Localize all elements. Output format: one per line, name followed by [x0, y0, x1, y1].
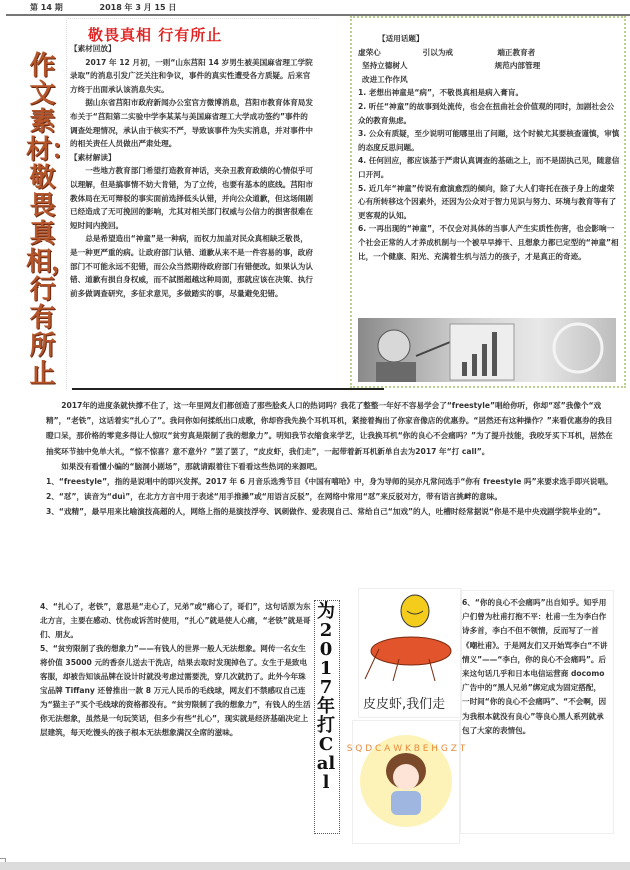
- point: 6. 一再出现的“神童”，不仅会对具体的当事人产生实质性伤害，也会影响一个社会正常的人才养成机制与一个被早早捧干、且想象力都已定型的“神童”相比，一个健康、阳光、充满着生机与活力的孩子，才是真正的奇迹。: [358, 224, 619, 261]
- bar-icon: [462, 362, 467, 376]
- paragraph: 据山东省莒阳市政府新闻办公室官方微博消息，莒阳市教育体育局发布关于“莒阳第二实验中学李某某与美国麻省理工大学成功签约”事件的调查处理情况，承认由于核实不严，导致该事件为失实消息，并对事件中的相关责任人员做出严肃处理。: [70, 98, 313, 149]
- list-item: 4、“扎心了，老铁”，意思是“走心了，兄弟”或“痛心了，哥们”，这句话原为东北方言，主要在感动、忧伤或诉苦时使用，“扎心”就是使人心痛，“老铁”就是哥们、朋友。: [40, 602, 311, 639]
- bar-icon: [492, 332, 497, 376]
- topics-row: [358, 46, 620, 60]
- girl-letters-image: [346, 720, 466, 844]
- paragraph: 2017年的进度条就快撑不住了，这一年里网友们都创造了那些脍炙人口的热词吗？我花了整整一年好不容易学会了“freestyle”唱给你听，你却“怼”我像个“戏精”，“老铁”，这话着实“扎心了”。我问你如何揉纸出口成歌，你却咨我先换个耳机耳机，紧接着掏出了你家音像店的优惠券。“居然还有这种操作？”来看优惠券的我目瞪口呆，那价格的零竟多得让人惊叹“贫穷真是限制了我的想象力”。明知我节衣缩食来学艺，让我换耳机“你的良心不会痛吗？”为了提升技能，我咬牙买下耳机，居然在抽奖环节抽中免单大礼，“惊不惊喜？意不意外？”罢了罢了，“皮皮虾，我们走”，一起带着新耳机新单自去为2017 年“打 call”。: [46, 401, 613, 456]
- presenter-head: [378, 330, 410, 362]
- left-panel-title: 敬畏真相 行有所止: [88, 26, 223, 44]
- topic: 端正教育者: [497, 47, 536, 57]
- shrimp-body: [371, 637, 451, 665]
- section-heading: 【素材解读】: [70, 152, 116, 162]
- bar-icon: [472, 354, 477, 376]
- paragraph: 如果没有看懂小编的“脑洞小剧场”，那就请跟着往下看看这些热词的来源吧。: [61, 461, 322, 471]
- point: 2. 听任“神童”的故事到处流传，也会在扭曲社会价值观的同时，加剧社会公众的教育焦虑。: [358, 101, 615, 125]
- point: 4. 任何回应，都应该基于严肃认真调查的基础之上，而不是固执己见，随意信口开河。: [358, 156, 620, 179]
- topic: 坚持立德树人: [362, 61, 408, 71]
- topic: 虚荣心: [358, 47, 381, 57]
- right-note: 6、“你的良心不会痛吗”出自知乎。知乎用户们曾为杜甫打抱不平：杜甫一生为李白作诗多首，李白不但不领情，反而写了一首《嘲杜甫》。于是网友们又开始骂李白“不讲情义”——“李白，你的良心不会痛吗”。后来这句话几乎和日本电信运营商 docomo广告中的“黑人兄弟”绑定成为固定搭配，一时间“你的良心不会痛吗”、“不会啊，因为我根本就没有良心”等良心黑人系列就承包了大家的表情包。: [462, 598, 608, 735]
- section-heading: 【素材回放】: [70, 44, 116, 53]
- point: 1. 老想出神童是“病”，不敬畏真相是病入膏肓。: [358, 88, 524, 98]
- topic: 规范内部管理: [494, 61, 541, 71]
- list-item: 5、“贫穷限制了我的想象力”——有钱人的世界一般人无法想象。网传一名女生将价值 35000 元的香奈儿送去干洗店，结果去取时发现掉色了。女生于是致电客服，却被告知该品牌在设计时就没考虑过需要洗，穿几次就扔了。此外今年珠宝品牌 Tiffany 还曾推出一款 8 万元人民币的毛线球，网友们不禁感叹自己连为“猫主子”买个毛线球的资格都没有。“贫穷限制了我的想象力”，有钱人的生活你无法想象，虽然是一句玩笑话，但多少有些“扎心”，现实就是经济基础决定上层建筑，每天吃馒头的孩子根本无法想象满汉全席的滋味。: [40, 644, 311, 737]
- side-title: 作文素材：敬畏真相，行有所止: [26, 51, 77, 389]
- topic: 改进工作作风: [362, 74, 408, 84]
- issue-number: 第 14 期: [30, 3, 63, 12]
- presenter-illustration: [358, 318, 616, 382]
- topic: 引以为戒: [422, 47, 454, 57]
- decorative-circle: [554, 324, 602, 372]
- vertical-caption: 为2017年打Call: [316, 601, 336, 793]
- bar-icon: [482, 344, 487, 376]
- meme-face: [401, 595, 429, 627]
- lower-left-text: [40, 600, 312, 740]
- issue-date: 2018 年 3 月 15 日: [99, 3, 177, 12]
- topics-row: [358, 59, 620, 73]
- shrimp-meme-image: [358, 588, 462, 718]
- paragraph: 总是希望造出“神童”是一种病，而权力加盖对民众真相缺乏敬畏，是一种更严重的病。让政府部门认错、道歉从来不是一件容易的事，政府部门不可能永远不犯错，而公众当然期待政府部门有错便改。如果认为认错、道歉有损自身权威，而不試图超越这种局面，那就应该在决策、执行前多做调查研究，多征求意见，多做踏实的事，尽量避免犯错。: [70, 234, 313, 298]
- girl-body: [391, 791, 421, 815]
- presenter-chart-image: [358, 318, 616, 382]
- girl-illustration: [346, 721, 466, 843]
- girl-face: [393, 764, 419, 790]
- bottom-scrollbar[interactable]: [0, 862, 630, 870]
- list-item: 1、“freestyle”，指的是说唱中的即兴发挥。2017 年 6 月音乐选秀节目《中国有嘻哈》中，身为导师的吴亦凡常问选手“你有 freestyle 吗”来要求选手即兴说唱。: [46, 477, 613, 487]
- paragraph: 一些地方教育部门希望打造教育神话，夹杂丑教育政绩的心情似乎可以理解，但是搞事情不妨大肯错，为了立传，也要有基本的底线。莒阳市教体局在无可辩驳的事实面前选择低头认错，并向公众道歉，但这场闹剧已经造成了无可挽回的影响，尤其对相关部门权威与公信力的损害很难在短时间内挽回。: [70, 166, 313, 230]
- presenter-body: [376, 362, 416, 382]
- paragraph: 2017 年 12 月初，一则“山东莒阳 14 岁男生被美国麻省理工学院录取”的消息引发广泛关注和争议，事件的真实性遭受各方质疑。后来官方终于出面承认该消息失实。: [70, 57, 313, 94]
- list-item: 3、“戏精”，最早用来比喻演技高超的人，网络上指的是演技浮夸、讽刺做作、爱表现自己、常给自己“加戏”的人，吐槽时经常据说“你是不是中央戏剧学院毕业的”。: [46, 507, 606, 517]
- floating-letters: S Q D C A W K B E H G Z T: [346, 744, 466, 754]
- page-header: [30, 2, 210, 13]
- section-heading: 【适用话题】: [378, 34, 424, 43]
- right-panel-content: [358, 32, 620, 263]
- meme-caption: 皮皮虾,我们走: [363, 697, 446, 712]
- list-item: 2、“怼”，读音为“duì”，在北方方言中用于表述“用手推搡”或“用语言反驳”，在网络中常用“怼”来反驳对方，带有语言挑衅的意味。: [46, 492, 502, 502]
- point: 5. 近几年“神童”传说有愈演愈烈的倾向，除了大人们寄托在孩子身上的虚荣心有所转移这个因素外，还因为公众对于智力见识与努力、环境与教育等有了更客观的认知。: [358, 183, 617, 220]
- point: 3. 公众有质疑，至少说明可能哪里出了问题，这个时候尤其要核查谨慎，审慎的态度反思问题。: [358, 129, 620, 152]
- article-body: [46, 398, 614, 520]
- shrimp-illustration: [359, 589, 461, 689]
- left-panel-content: [70, 42, 314, 300]
- section-divider: [72, 388, 384, 390]
